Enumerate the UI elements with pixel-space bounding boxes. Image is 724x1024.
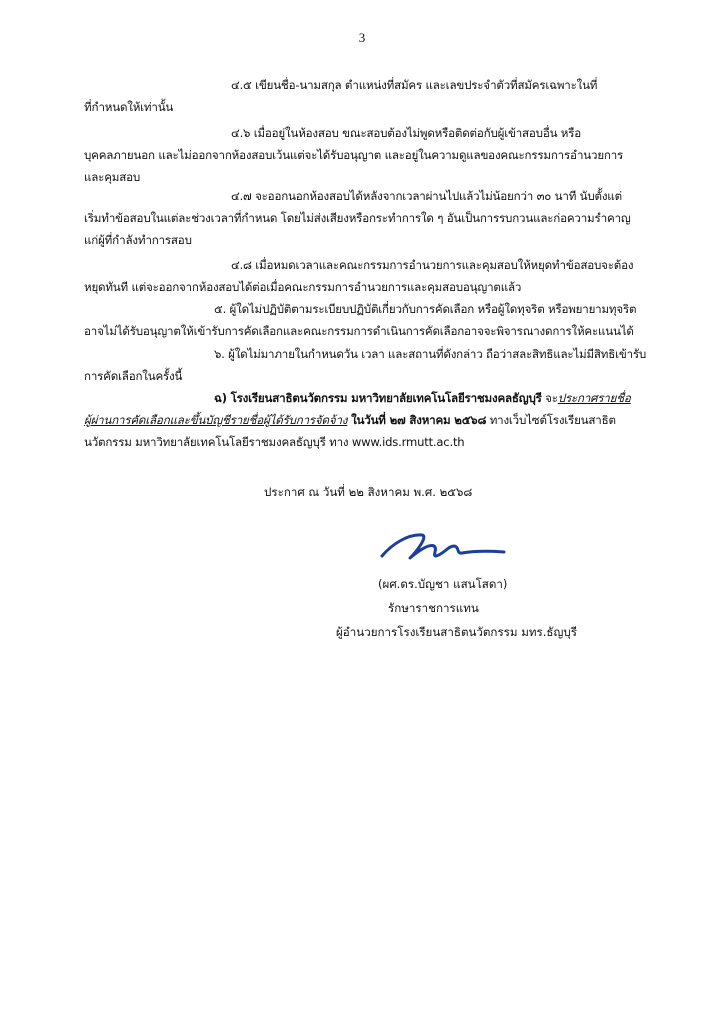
announcement-text1: จะ: [541, 391, 558, 405]
item-6: [84, 343, 654, 387]
announcement-date: ในวันที่ ๒๗ สิงหาคม ๒๕๖๘: [347, 413, 487, 427]
signatory-acting: รักษาราชการแทน: [388, 601, 479, 615]
item-4-6-line3: และคุมสอบ: [84, 170, 141, 184]
item-4-6-line1: ๔.๖ เมื่ออยู่ในห้องสอบ ขณะสอบต้องไม่พูดหรือติดต่อกับผู้เข้าสอบอื่น หรือ: [231, 126, 582, 140]
item-4-8: [84, 254, 654, 298]
item-4-7: [84, 185, 654, 251]
item-6-line2: การคัดเลือกในครั้งนี้: [84, 369, 183, 383]
announcement-text2: ทางเว็บไซต์โรงเรียนสาธิต: [486, 413, 616, 427]
item-4-8-line1: ๔.๘ เมื่อหมดเวลาและคณะกรรมการอำนวยการและคุมสอบให้หยุดทำข้อสอบจะต้อง: [231, 258, 634, 272]
page-number: 3: [358, 30, 366, 45]
item-5: [84, 298, 654, 342]
announcement: [84, 387, 654, 453]
announcement-school: ฉ) โรงเรียนสาธิตนวัตกรรม มหาวิทยาลัยเทคโนโลยีราชมงคลธัญบุรี: [214, 391, 542, 405]
item-6-line1: ๖. ผู้ใดไม่มาภายในกำหนดวัน เวลา และสถานที่ดังกล่าว ถือว่าสละสิทธิและไม่มีสิทธิเข้ารับ: [214, 347, 647, 361]
item-4-5: [84, 74, 654, 118]
item-4-8-line2: หยุดทันที แต่จะออกจากห้องสอบได้ต่อเมื่อคณะกรรมการอำนวยการและคุมสอบอนุญาตแล้ว: [84, 280, 522, 294]
announcement-link-text1: ประกาศรายชื่อ: [557, 391, 631, 405]
signatory-position: ผู้อำนวยการโรงเรียนสาธิตนวัตกรรม มทร.ธัญบุรี: [336, 625, 577, 639]
item-4-7-line2: เริ่มทำข้อสอบในแต่ละช่วงเวลาที่กำหนด โดยไม่ส่งเสียงหรือกระทำการใด ๆ อันเป็นการรบกวนและก่อความรำคาญ: [84, 211, 631, 225]
item-4-6: [84, 122, 654, 188]
item-5-line1: ๕. ผู้ใดไม่ปฏิบัติตามระเบียบปฏิบัติเกี่ยวกับการคัดเลือก หรือผู้ใดทุจริต หรือพยายามทุจริต: [214, 302, 637, 316]
item-4-7-line3: แก่ผู้ที่กำลังทำการสอบ: [84, 233, 192, 247]
item-4-5-line2: ที่กำหนดให้เท่านั้น: [84, 100, 174, 114]
announcement-link-text2: ผู้ผ่านการคัดเลือกและขึ้นบัญชีรายชื่อผู้ได้รับการจัดจ้าง: [84, 413, 348, 427]
item-4-7-line1: ๔.๗ จะออกนอกห้องสอบได้หลังจากเวลาผ่านไปแล้วไม่น้อยกว่า ๓๐ นาที นับตั้งแต่: [231, 189, 622, 203]
item-4-6-line2: บุคคลภายนอก และไม่ออกจากห้องสอบเว้นแต่จะได้รับอนุญาต และอยู่ในความดูแลของคณะกรรมการอำนวยการ: [84, 148, 624, 162]
item-4-5-line1: ๔.๕ เขียนชื่อ-นามสกุล ตำแหน่งที่สมัคร และเลขประจำตัวที่สมัครเฉพาะในที่: [231, 78, 598, 92]
announcement-line1: [84, 387, 654, 409]
announcement-line2: [84, 409, 654, 431]
announcement-date-line: ประกาศ ณ วันที่ ๒๒ สิงหาคม พ.ศ. ๒๕๖๘: [264, 485, 473, 499]
announcement-line3: นวัตกรรม มหาวิทยาลัยเทคโนโลยีราชมงคลธัญบุรี ทาง www.ids.rmutt.ac.th: [84, 435, 465, 449]
signature-image: [378, 526, 508, 566]
item-5-line2: อาจไม่ได้รับอนุญาตให้เข้ารับการคัดเลือกและคณะกรรมการดำเนินการคัดเลือกอาจจะพิจารณางดการให้คะแนนได้: [84, 324, 634, 338]
signatory-name: (ผศ.ดร.บัญชา แสนโสดา): [378, 577, 508, 591]
